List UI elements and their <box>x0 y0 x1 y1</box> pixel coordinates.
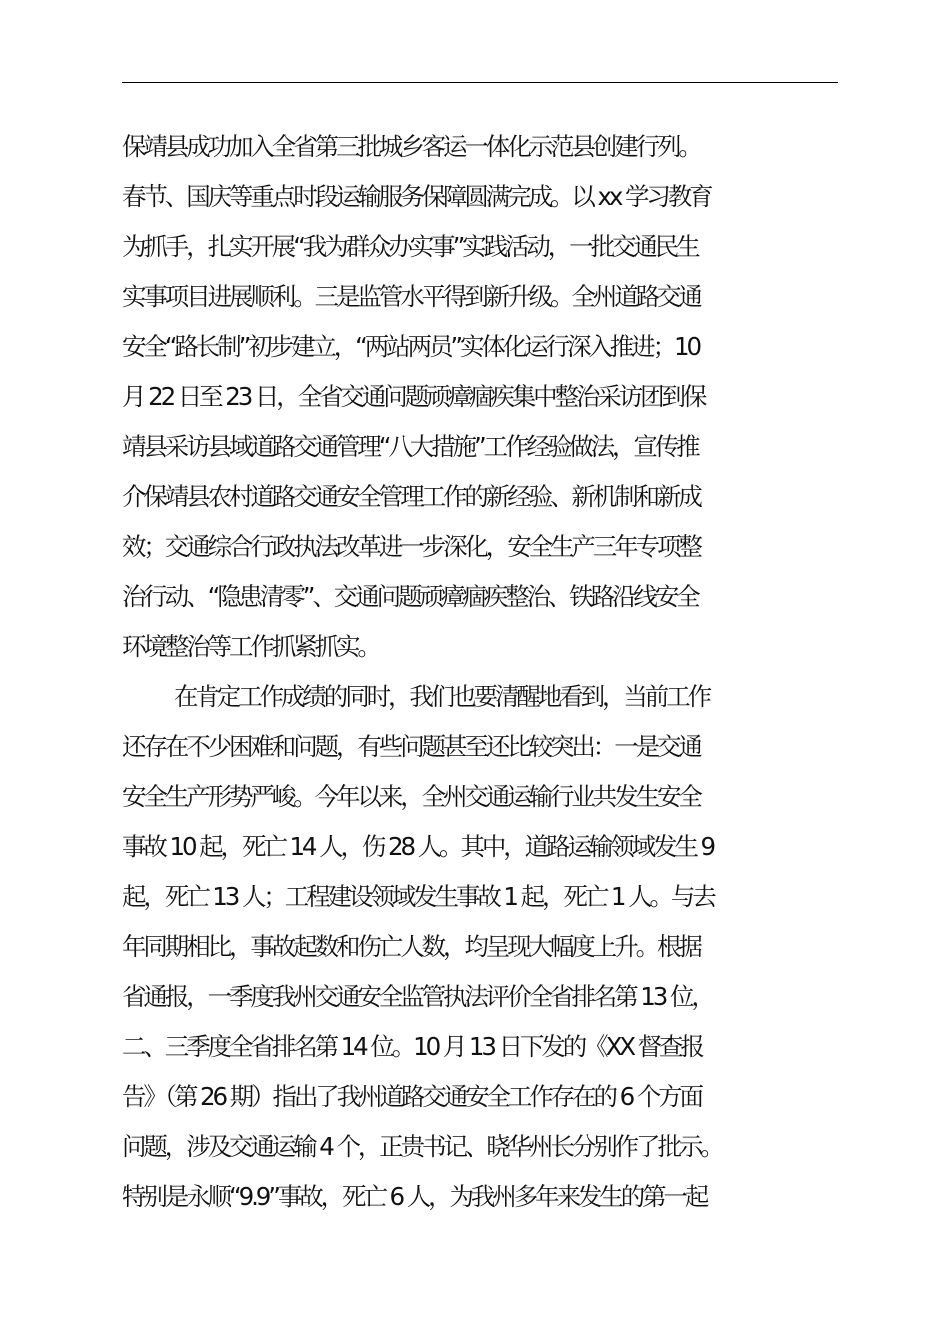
text-line: 实事项目进展顺利。三是监管水平得到新升级。全州道路交通 <box>122 282 700 311</box>
text-line: 介保靖县农村道路交通安全管理工作的新经验、新机制和新成 <box>122 482 700 511</box>
text-line: 还存在不少困难和问题，有些问题甚至还比较突出：一是交通 <box>122 732 700 761</box>
text-line: 效；交通综合行政执法改革进一步深化，安全生产三年专项整 <box>122 532 700 561</box>
text-line: 省通报，一季度我州交通安全监管执法评价全省排名第 13 位， <box>122 982 713 1011</box>
text-line: 问题，涉及交通运输 4 个，正贵书记、晓华州长分别作了批示。 <box>122 1132 722 1161</box>
header-rule <box>122 82 838 83</box>
text-line: 治行动、“隐患清零”、交通问题顽瘴痼疾整治、铁路沿线安全 <box>122 582 698 611</box>
text-line: 起，死亡 13 人；工程建设领域发生事故 1 起，死亡 1 人。与去 <box>122 882 714 911</box>
text-line: 特别是永顺“9.9”事故，死亡 6 人，为我州多年来发生的第一起 <box>122 1182 707 1211</box>
paragraph-2 <box>122 672 842 1222</box>
text-line: 靖县采访县域道路交通管理“八大措施”工作经验做法，宣传推 <box>122 432 698 461</box>
text-line: 春节、国庆等重点时段运输服务保障圆满完成。以 xx 学习教育 <box>122 182 711 211</box>
document-body <box>122 122 842 1222</box>
text-line: 告》（第 26 期）指出了我州道路交通安全工作存在的 6 个方面 <box>122 1082 701 1111</box>
text-line: 保靖县成功加入全省第三批城乡客运一体化示范县创建行列。 <box>122 132 700 161</box>
text-line: 安全生产形势严峻。今年以来，全州交通运输行业共发生安全 <box>122 782 700 811</box>
text-line: 事故 10 起，死亡 14 人，伤 28 人。其中，道路运输领域发生 9 <box>122 832 714 861</box>
text-line: 二、三季度全省排名第 14 位。10 月 13 日下发的《XX 督查报 <box>122 1032 702 1061</box>
text-line: 安全“路长制”初步建立，“两站两员”实体化运行深入推进；10 <box>122 332 699 361</box>
text-line: 年同期相比，事故起数和伤亡人数，均呈现大幅度上升。根据 <box>122 932 700 961</box>
text-line: 月 22 日至 23 日，全省交通问题顽瘴痼疾集中整治采访团到保 <box>122 382 705 411</box>
text-line: 为抓手，扎实开展“我为群众办实事”实践活动，一批交通民生 <box>122 232 698 261</box>
text-line: 环境整治等工作抓紧抓实。 <box>122 632 379 661</box>
text-line: 在肯定工作成绩的同时，我们也要清醒地看到，当前工作 <box>174 682 709 711</box>
paragraph-1 <box>122 122 842 672</box>
